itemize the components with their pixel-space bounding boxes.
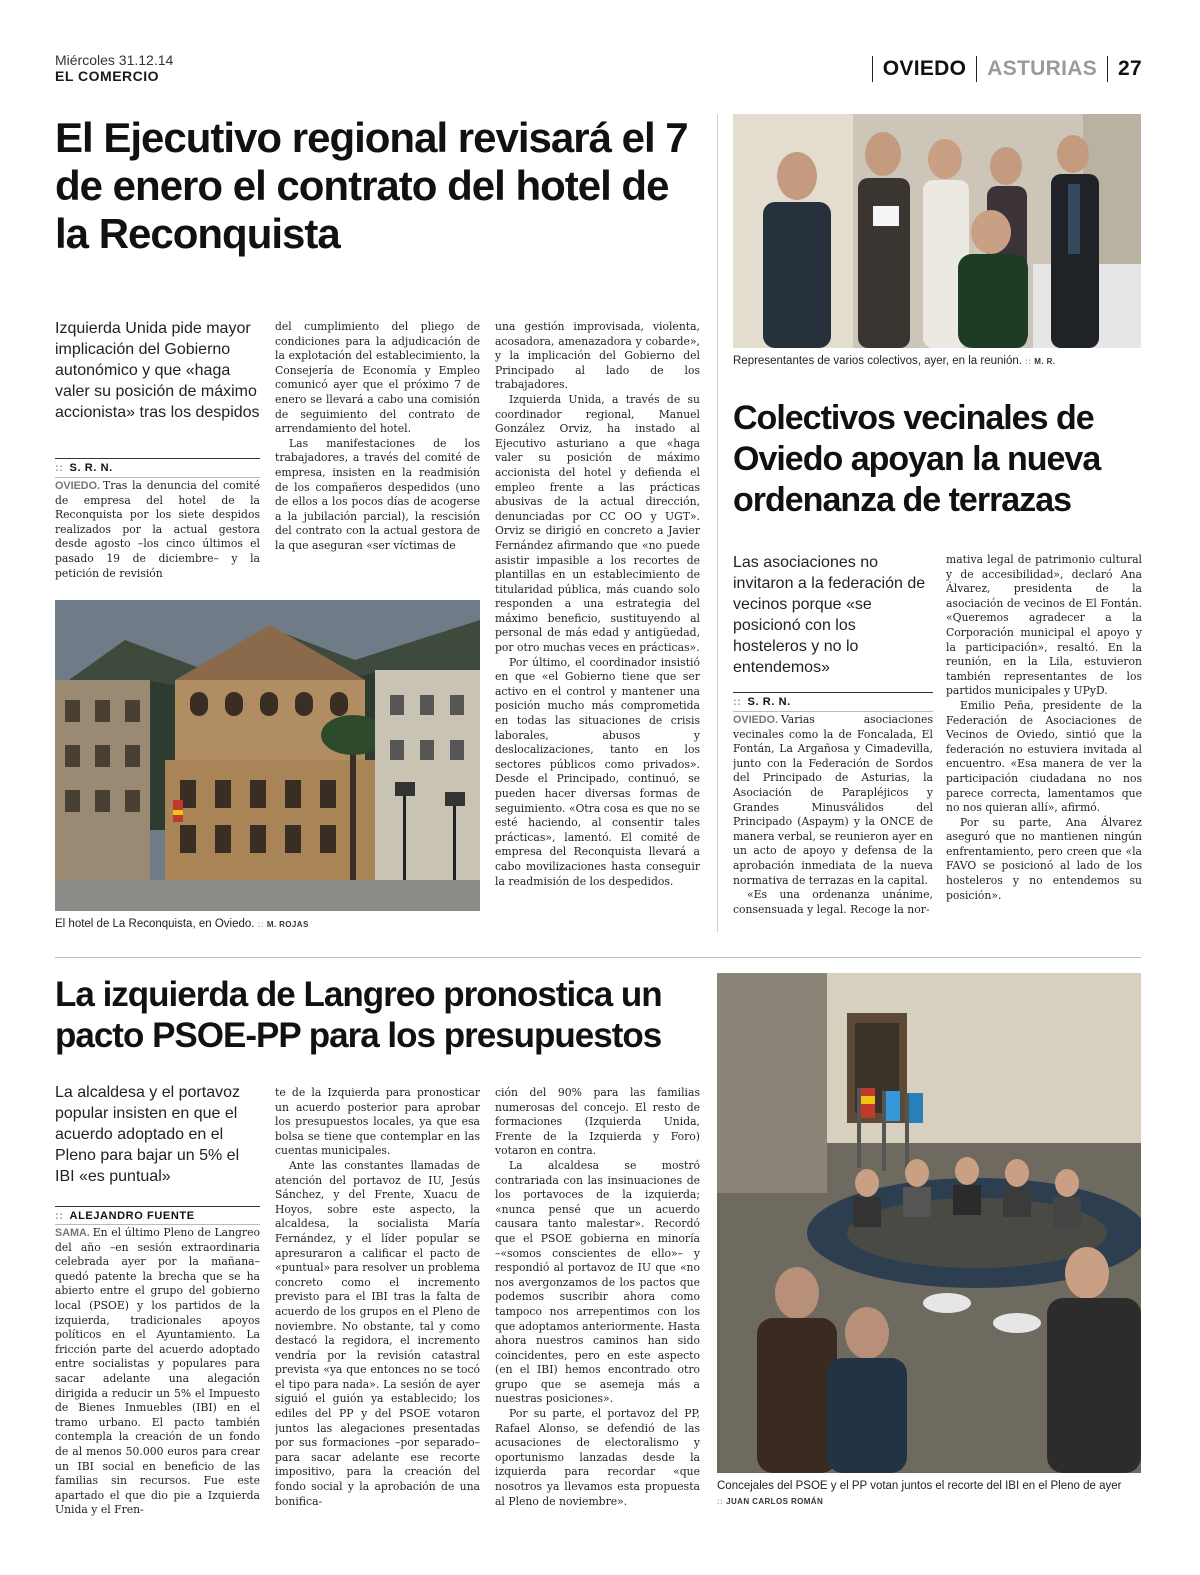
article1-byline: :: S. R. N. [55, 462, 113, 474]
hotel-photo-caption: El hotel de La Reconquista, en Oviedo. :: M. ROJAS [55, 918, 309, 930]
issue-date: Miércoles 31.12.14 [55, 52, 174, 68]
article1-headline[interactable]: El Ejecutivo regional revisará el 7 de enero el contrato del hotel de la Reconquista [55, 114, 688, 257]
article3-dateline: SAMA. [55, 1227, 90, 1239]
newspaper-name: EL COMERCIO [55, 68, 160, 84]
article2-byline-rule [733, 711, 933, 712]
dots-icon: :: [55, 462, 64, 474]
hotel-photo-credit: :: M. ROJAS [257, 920, 309, 929]
pleno-photo-caption: Concejales del PSOE y el PP votan juntos el recorte del IBI en el Pleno de ayer :: JUAN CARLOS ROMÁN [717, 1480, 1122, 1506]
column-separator [717, 114, 718, 932]
section-oviedo[interactable]: OVIEDO [882, 57, 967, 80]
pleno-illustration [717, 973, 1141, 1473]
page-number: 27 [1118, 57, 1142, 80]
meeting-photo-credit: :: M. R. [1025, 357, 1056, 366]
article2-column-1: OVIEDO. Varias asociaciones vecinales como la de Foncalada, El Fontán, La Argañosa y Cimadevilla, junto con la Federación de Sordos del Principado de Asturias, la Asociación de Parapléjicos y Grandes Minusválidos del Principado (Aspaym) y la ONCE de manera verbal, se reunieron ayer en un acto de apoyo y defensa de la aprobación inmediata de la nueva normativa de terrazas en la capital. «Es una ordenanza unánime, consensuada y legal. Recoge la nor- [733, 713, 933, 916]
article3-column-3: ción del 90% para las familias numerosas del concejo. El resto de formaciones (Izquierda Unida, Frente de la Izquierda y Foro) votaron en contra. La alcaldesa se mostró contrariada con las insinuaciones de los portavoces de la izquierda; «nunca pensé que un acuerdo causara tanto malestar». Recordó que el PSOE gobierna en minoría –«somos conscientes de ello»– y respondió al portavoz de IU que «no nos avergonzamos de los pactos que podemos suscribir ahora como tampoco nos arrepentimos con los que adoptamos anteriormente. Hasta ahora nuestros caminos han sido coincidentes, pero en este aspecto (en el IBI) hemos encontrado otro grupo que se asemeja más a nuestras posiciones». Por su parte, el portavoz del PP, Rafael Alonso, se defendió de las acusaciones de electoralismo y oportunismo lanzadas desde la izquierda para recordar «que nosotros ya llevamos esta propuesta al Pleno de noviembre». [495, 1086, 700, 1508]
section-header [862, 56, 1142, 82]
article1-subhead: Izquierda Unida pide mayor implicación del Gobierno autonómico y que «haga valer su posición de máximo accionista» tras los despidos [55, 320, 260, 421]
article1-column-1: OVIEDO. Tras la denuncia del comité de empresa del hotel de la Reconquista por los siete despidos realizados por la actual gestora desde agosto –los cinco últimos el pasado 19 de diciembre– y la petición de revisión [55, 479, 260, 580]
section-asturias[interactable]: ASTURIAS [987, 57, 1098, 80]
article2-column-2: mativa legal de patrimonio cultural y de accesibilidad», declaró Ana Álvarez, presidenta de la asociación de vecinos de El Fontán. «Queremos agradecer a la Corporación municipal el apoyo y la participación», resaltó. En la reunión, en la Lila, estuvieron también representantes de los partidos municipales y UPyD. Emilio Peña, presidente de la Federación de Asociaciones de Vecinos de Oviedo, sintió que la federación no estuviera invitada al encuentro. «Esa manera de ver la participación ciudadana no nos parece correcta, lamentamos que no nos quieran allí», afirmó. Por su parte, Ana Álvarez aseguró que no mantienen ningún enfrentamiento, pero creen que «la FAVO se posicionó al lado de los hosteleros y no entendemos su posición». [946, 553, 1142, 902]
article3-byline-rule [55, 1206, 260, 1207]
article2-byline-rule [733, 692, 933, 693]
article3-subhead: La alcaldesa y el portavoz popular insisten en que el acuerdo adoptado en el Pleno para bajar un 5% el IBI «es puntual» [55, 1084, 240, 1185]
article1-column-2: del cumplimiento del pliego de condiciones para la adjudicación de la explotación del establecimiento, la Consejería de Economía y Empleo comunicó ayer que el próximo 7 de enero se llevará a cabo una comisión de seguimiento del contrato de arrendamiento del hotel. Las manifestaciones de los trabajadores, a través del comité de empresa, insisten en la readmisión de los compañeros despedidos (uno de ellos a los pocos días de acogerse a la jubilación parcial), la rescisión del contrato con la actual gestora de la que aseguran «ser víctimas de [275, 320, 480, 552]
section-divider [872, 56, 873, 82]
article3-byline: :: ALEJANDRO FUENTE [55, 1210, 195, 1222]
article3-byline-rule [55, 1224, 260, 1225]
article3-column-2: te de la Izquierda para pronosticar un acuerdo posterior para aprobar los presupuestos locales, ya que esa bolsa se tiene que contemplar en las cuentas municipales. Ante las constantes llamadas de atención del portavoz de IU, Jesús Sánchez, y del Frente, Xuacu de Hoyos, sobre este aspecto, la alcaldesa, la socialista María Fernández, y el líder popular se apresuraron a calificar el pacto de «puntual» para resolver un problema concreto como el incremento previsto para el IBI tras la falta de acuerdo de los grupos en el Pleno de noviembre. No obstante, tal y como destacó la regidora, el incremento vendría por la revisión catastral prevista «ya que entonces no se tocó el tipo para nada». La sesión de ayer siguió el guión ya establecido; los ediles del PP y del PSOE votaron juntos las alegaciones presentadas por sus formaciones –por separado– para sacar adelante ese recorte impositivo, para la creación del fondo social y la aprobación de una bonifica- [275, 1086, 480, 1508]
meeting-photo-caption: Representantes de varios colectivos, ayer, en la reunión. :: M. R. [733, 355, 1056, 367]
section-divider [1107, 56, 1108, 82]
article2-subhead: Las asociaciones no invitaron a la federación de vecinos porque «se posicionó con los hosteleros y no lo entendemos» [733, 554, 926, 676]
hotel-reconquista-photo[interactable] [55, 600, 480, 911]
article3-headline[interactable]: La izquierda de Langreo pronostica un pacto PSOE-PP para los presupuestos [55, 975, 662, 1055]
article1-byline-rule [55, 458, 260, 459]
dots-icon: :: [55, 1210, 64, 1222]
article3-column-1: SAMA. En el último Pleno de Langreo del año –en sesión extraordinaria celebrada ayer por la mañana– quedó patente la brecha que se ha abierto entre el grupo del gobierno local (PSOE) y los partidos de la izquierda, tradicionales apoyos políticos en el Ayuntamiento. La fricción parte del acuerdo adoptado entre socialistas y populares para sacar adelante una alegación dirigida a reducir un 5% el Impuesto de Bienes Inmuebles (IBI) en el tramo urbano. El pacto también contempla la creación de un fondo de al menos 50.000 euros para crear un IBI social en beneficio de las familias sin recursos. Fue este apartado el que dio pie a Izquierda Unida y el Fren- [55, 1226, 260, 1516]
article2-byline: :: S. R. N. [733, 696, 791, 708]
article1-dateline: OVIEDO. [55, 480, 100, 492]
pleno-photo-credit: :: JUAN CARLOS ROMÁN [717, 1497, 824, 1506]
article1-byline-rule [55, 477, 260, 478]
article1-column-3: una gestión improvisada, violenta, acosadora, amenazadora y cobarde», y la implicación del Gobierno del Principado al lado de los trabajadores. Izquierda Unida, a través de su coordinador regional, Manuel González Orviz, ha instado al Ejecutivo asturiano a que «haga valer su posición de máximo accionista del hotel y defienda el empleo frente a las prácticas abusivas de la actual dirección, denunciadas por CC OO y UGT». Orviz se dirigió en concreto a Javier Fernández afirmando que «no puede asistir impasible a los recortes de plantillas en un establecimiento de titularidad pública, más cuando solo responden a una estrategia del máximo beneficio, sustituyendo al personal de más edad y antigüedad, por otro muchas veces en prácticas». Por último, el coordinador insistió en que «el Gobierno tiene que ser activo en el control y mantener una posición mucho más comprometida en todas las situaciones de crisis laborales, abusos y deslocalizaciones, tanto en los sectores públicos como privados». Desde el Principado, continuó, se pueden hacer diversas formas de seguimiento. «Otra cosa es que no se esté haciendo, al consentir tales prácticas», lamentó. El comité de empresa del Reconquista llevará a cabo movilizaciones hasta conseguir la readmisión de los despedidos. [495, 320, 700, 888]
colectivos-meeting-photo[interactable] [733, 114, 1141, 348]
article2-headline[interactable]: Colectivos vecinales de Oviedo apoyan la nueva ordenanza de terrazas [733, 399, 1101, 519]
pleno-langreo-photo[interactable] [717, 973, 1141, 1473]
hotel-illustration [55, 600, 480, 911]
meeting-illustration [733, 114, 1141, 348]
section-separator [55, 957, 1141, 958]
dots-icon: :: [733, 696, 742, 708]
article2-dateline: OVIEDO. [733, 714, 778, 726]
section-divider [976, 56, 977, 82]
